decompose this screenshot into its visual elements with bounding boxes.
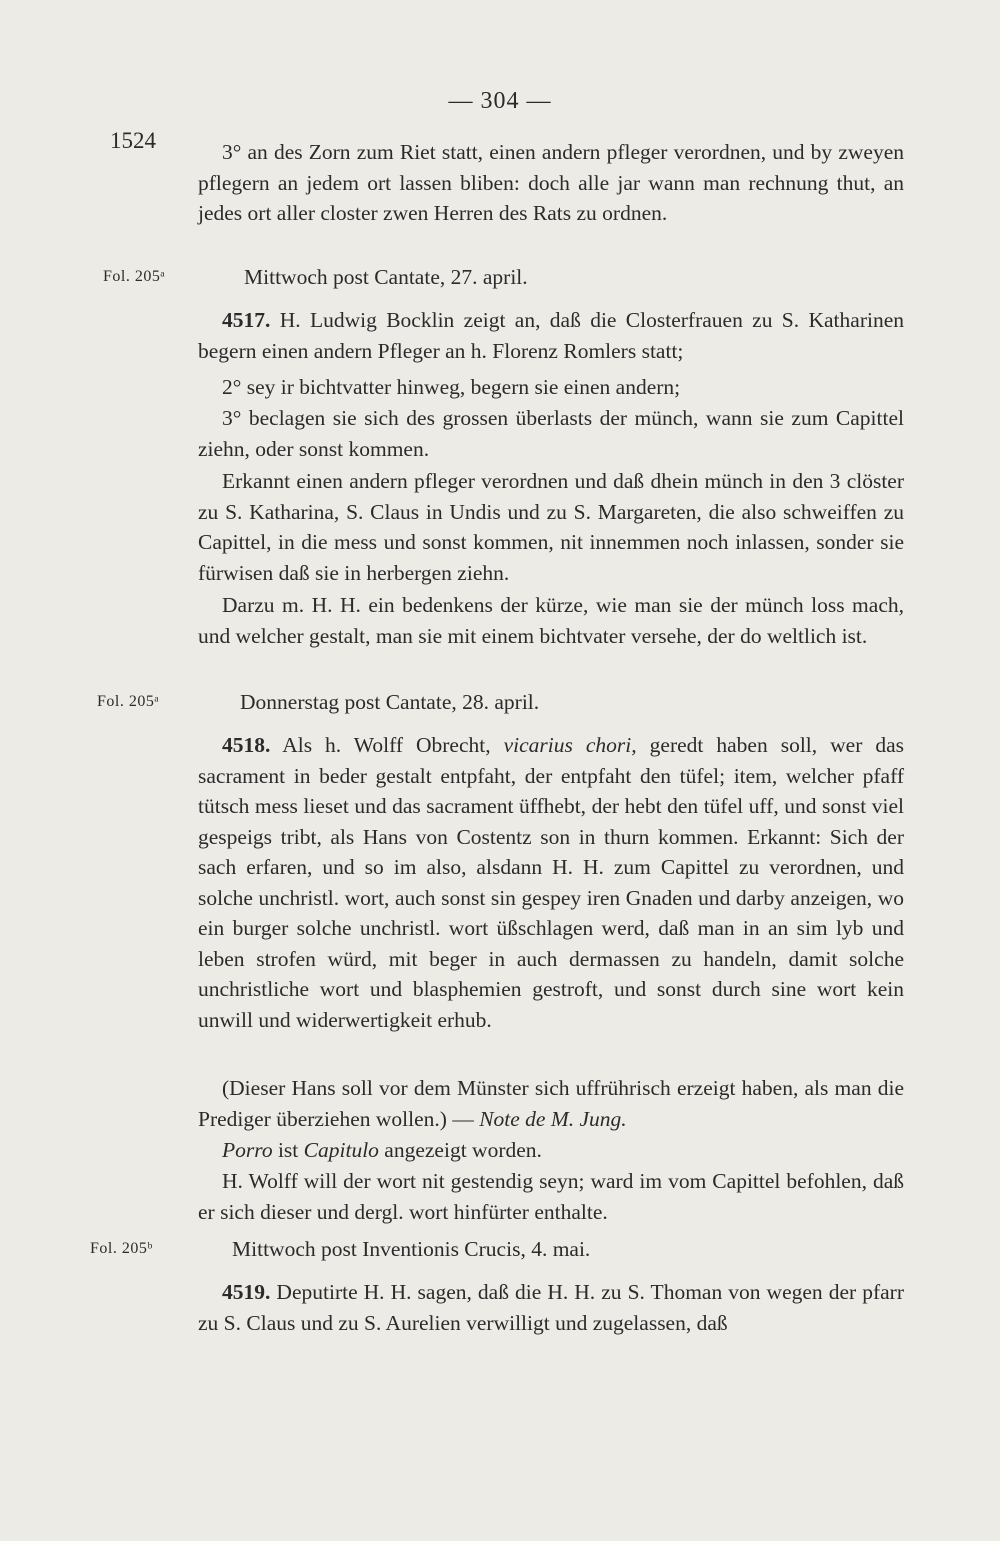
entry-paragraph (198, 1073, 904, 1134)
continuation-paragraph: 3° an des Zorn zum Riet statt, einen andern pfleger verordnen, und by zweyen pflegern an jedem ort lassen bliben: doch alle jar wann man rechnung thut, an jedes ort aller closter zwen Herren des Rats zu ordnen. (198, 140, 904, 225)
folio-reference: Fol. 205ᵃ (103, 268, 166, 285)
entry-number: 4517. (222, 308, 271, 332)
entry-text: geredt haben soll, wer das sacrament in beder gestalt entpfaht, der entpfaht den tüfel; item, welcher pfaff tütsch mess lieset und das sacrament üffhebt, der hebt den tüfel uff, und sonst viel gespeigs tribt, als Hans von Costentz son in thurn kommen. Erkannt: Sich der sach erfaren, und so im also, alsdann H. H. zum Capittel zu verordnen, und solche unchristl. wort, auch sonst sin gespey iren Gnaden und darby anzeigen, wo ein burger solche unchristl. wort üßschlagen werd, daß man in an sim lyb und leben strofen würd, mit beger in auch dermassen zu handeln, damit solche unchristliche wort und blasphemien gestroft, und sonst durch sine wort kein unwill und widerwertigkeit erhub. (198, 733, 905, 1032)
margin-year: 1524 (110, 128, 156, 153)
entry-text: Deputirte H. H. sagen, daß die H. H. zu S. Thoman von wegen der pfarr zu S. Claus und zu S. Aurelien verwilligt und zugelassen, daß (198, 1280, 904, 1335)
entry-number: 4518. (222, 733, 271, 757)
latin-term: Porro (222, 1138, 273, 1162)
entry-text: Als h. Wolff Obrecht, (282, 733, 491, 757)
entry-paragraph (198, 1277, 904, 1338)
entry-text: H. Ludwig Bocklin zeigt an, daß die Closterfrauen zu S. Katharinen begern einen andern Pfleger an h. Florenz Romlers statt; (198, 308, 904, 363)
entry-date-heading: Mittwoch post Inventionis Crucis, 4. mai. (232, 1237, 591, 1261)
entry-date-heading: Mittwoch post Cantate, 27. april. (244, 265, 528, 289)
page-number: — 304 — (448, 88, 552, 114)
entry-paragraph (198, 305, 904, 366)
entry-paragraph: H. Wolff will der wort nit gestendig seyn; ward im vom Capittel befohlen, daß er sich dieser und dergl. wort hinfürter enthalte. (198, 1169, 904, 1224)
entry-text: (Dieser Hans soll vor dem Münster sich uffrührisch erzeigt haben, als man die Prediger überziehen wollen.) — (198, 1076, 904, 1131)
entry-text: ist (277, 1138, 299, 1162)
latin-term: Capitulo (303, 1138, 379, 1162)
entry-paragraph: 2° sey ir bichtvatter hinweg, begern sie einen andern; (222, 375, 681, 399)
folio-reference: Fol. 205ᵃ (97, 693, 160, 710)
entry-paragraph: Darzu m. H. H. ein bedenkens der kürze, wie man sie der münch loss mach, und welcher gestalt, man sie mit einem bichtvater versehe, der do weltlich ist. (198, 593, 904, 648)
entry-paragraph (198, 1135, 904, 1166)
folio-reference: Fol. 205ᵇ (90, 1240, 153, 1257)
latin-term: vicarius chori, (503, 733, 637, 757)
entry-text: angezeigt worden. (384, 1138, 542, 1162)
entry-paragraph (198, 730, 904, 1035)
entry-date-heading: Donnerstag post Cantate, 28. april. (240, 690, 540, 714)
entry-number: 4519. (222, 1280, 271, 1304)
source-note: Note de M. Jung. (479, 1106, 627, 1131)
entry-paragraph: 3° beclagen sie sich des grossen überlasts der münch, wann sie zum Capittel ziehn, oder sonst kommen. (198, 406, 904, 461)
entry-paragraph: Erkannt einen andern pfleger verordnen und daß dhein münch in den 3 clöster zu S. Katharina, S. Claus in Undis und zu S. Margareten, die also schweiffen zu Capittel, in die mess und sonst kommen, nit innemmen noch inlassen, sonder sie fürwisen daß sie in herbergen ziehn. (198, 469, 904, 585)
